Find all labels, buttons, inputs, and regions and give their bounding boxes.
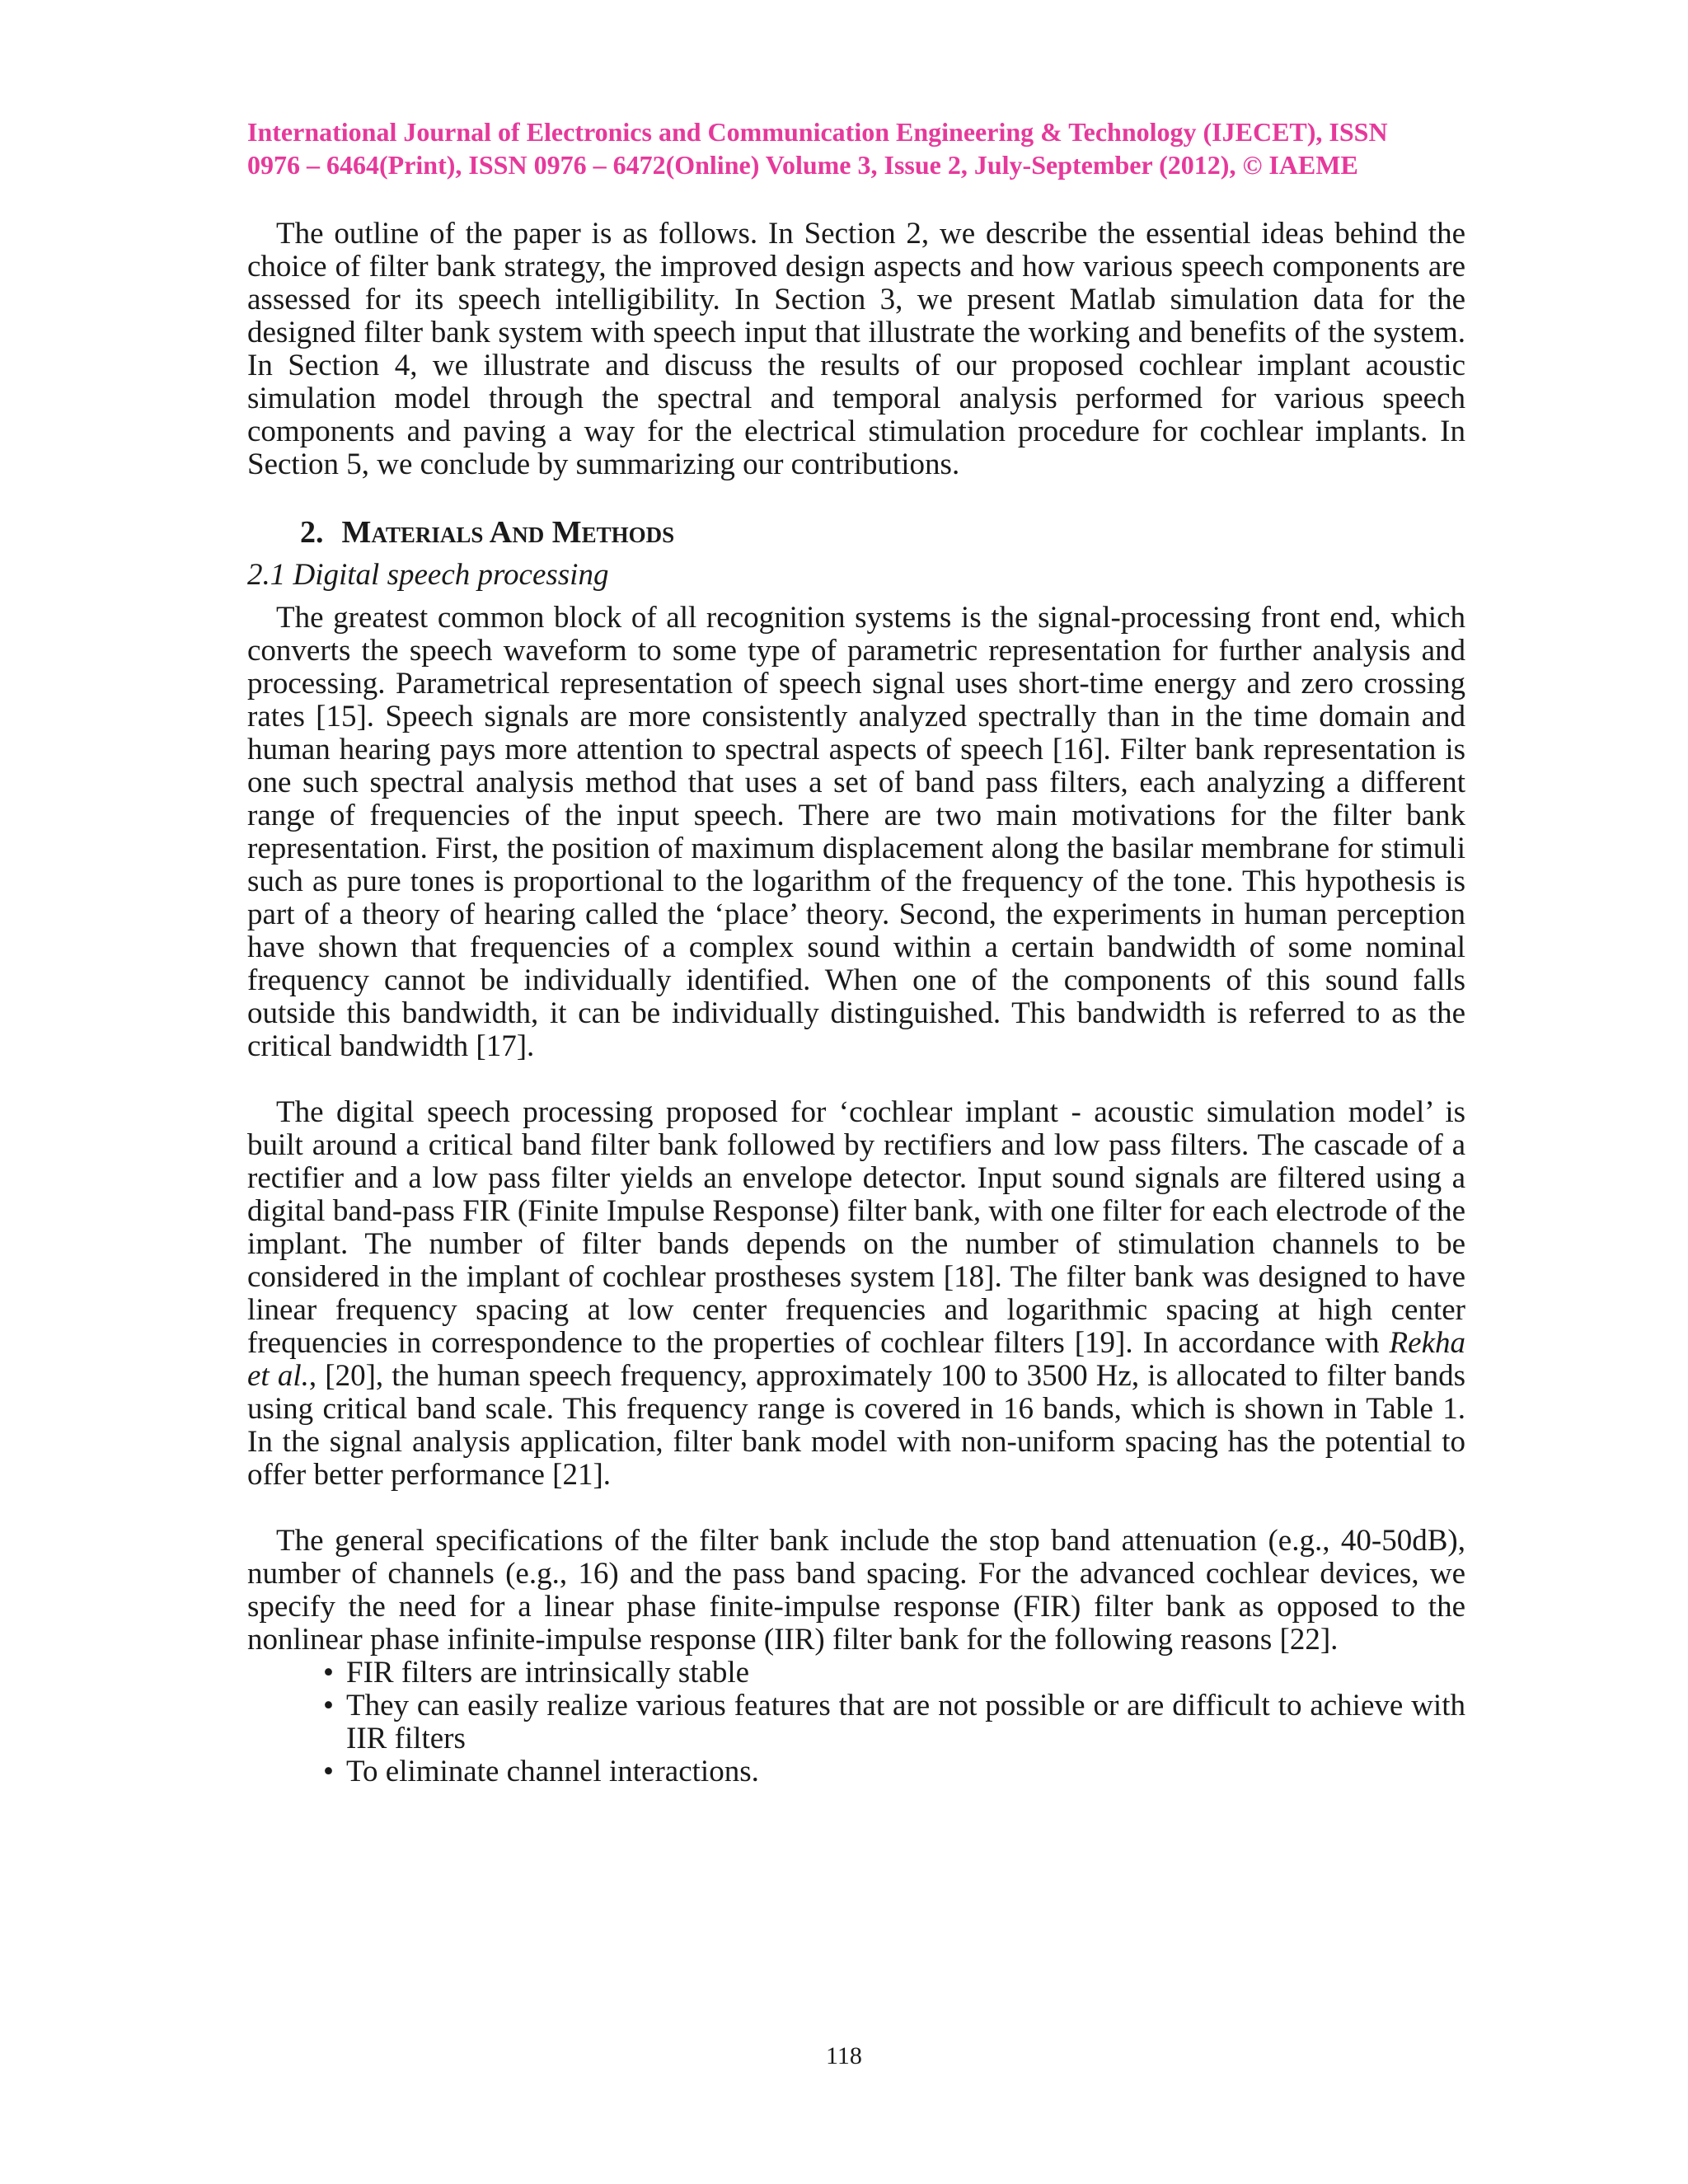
paragraph-text-part-2: , [20], the human speech frequency, approximately 100 to 3500 Hz, is allocated to filter bands using critical band scale. This frequency range is covered in 16 bands, which is shown in Table 1. In the signal analysis application, filter bank model with non-uniform spacing has the potential to offer better performance [21]. (247, 1359, 1466, 1492)
journal-header-line-2: 0976 – 6464(Print), ISSN 0976 – 6472(Online) Volume 3, Issue 2, July-September (2012), © IAEME (247, 150, 1358, 180)
paragraph-gap (247, 1492, 1465, 1525)
journal-header-line-1: International Journal of Electronics and Communication Engineering & Technology (IJECET), ISSN (247, 117, 1388, 147)
paragraph-speech-processing-model (247, 1096, 1465, 1492)
paragraph-filter-specifications: The general specifications of the filter bank include the stop band attenuation (e.g., 40-50dB), number of channels (e.g., 16) and the pass band spacing. For the advanced cochlear devices, we specify the need for a linear phase finite-impulse response (FIR) filter bank as opposed to the nonlinear phase infinite-impulse response (IIR) filter bank for the following reasons [22]. (247, 1524, 1465, 1657)
page-content (247, 115, 1465, 1788)
subsection-heading: 2.1 Digital speech processing (247, 558, 609, 592)
page-number: 118 (826, 2042, 862, 2069)
citation-author: Rekha et al. (247, 1326, 1465, 1393)
intro-paragraph: The outline of the paper is as follows. In Section 2, we describe the essential ideas behind the choice of filter bank strategy, the improved design aspects and how various speech components are assessed for its speech intelligibility. In Section 3, we present Matlab simulation data for the designed filter bank system with speech input that illustrate the working and benefits of the system. In Section 4, we illustrate and discuss the results of our proposed cochlear implant acoustic simulation model through the spectral and temporal analysis performed for various speech components and paving a way for the electrical stimulation procedure for cochlear implants. In Section 5, we conclude by summarizing our contributions. (247, 217, 1465, 481)
paragraph-gap (247, 1063, 1465, 1096)
section-title: Materials And Methods (341, 515, 675, 550)
list-item: • FIR filters are intrinsically stable (346, 1657, 1465, 1690)
journal-header (247, 115, 1465, 181)
paragraph-filter-bank-representation: The greatest common block of all recognition systems is the signal-processing front end, which converts the speech waveform to some type of parametric representation for further analysis and processing. Parametrical representation of speech signal uses short-time energy and zero crossing rates [15]. Speech signals are more consistently analyzed spectrally than in the time domain and human hearing pays more attention to spectral aspects of speech [16]. Filter bank representation is one such spectral analysis method that uses a set of band pass filters, each analyzing a different range of frequencies of the input speech. There are two main motivations for the filter bank representation. First, the position of maximum displacement along the basilar membrane for stimuli such as pure tones is proportional to the logarithm of the frequency of the tone. This hypothesis is part of a theory of hearing called the ‘place’ theory. Second, the experiments in human perception have shown that frequencies of a complex sound within a certain bandwidth of some nominal frequency cannot be individually identified. When one of the components of this sound falls outside this bandwidth, it can be individually distinguished. This bandwidth is referred to as the critical bandwidth [17]. (247, 601, 1465, 1063)
section-heading (300, 514, 1465, 551)
reasons-list (247, 1657, 1465, 1788)
paragraph-text-part-1: The digital speech processing proposed for ‘cochlear implant - acoustic simulation model’ is built around a critical band filter bank followed by rectifiers and low pass filters. The cascade of a rectifier and a low pass filter yields an envelope detector. Input sound signals are filtered using a digital band-pass FIR (Finite Impulse Response) filter bank, with one filter for each electrode of the implant. The number of filter bands depends on the number of stimulation channels to be considered in the implant of cochlear prostheses system [18]. The filter bank was designed to have linear frequency spacing at low center frequencies and logarithmic spacing at high center frequencies in correspondence to the properties of cochlear filters [19]. In accordance with (247, 1095, 1465, 1360)
section-number: 2. (300, 515, 324, 550)
list-item: • To eliminate channel interactions. (346, 1755, 1465, 1788)
list-item: • They can easily realize various features that are not possible or are difficult to achieve with IIR filters (346, 1690, 1465, 1755)
